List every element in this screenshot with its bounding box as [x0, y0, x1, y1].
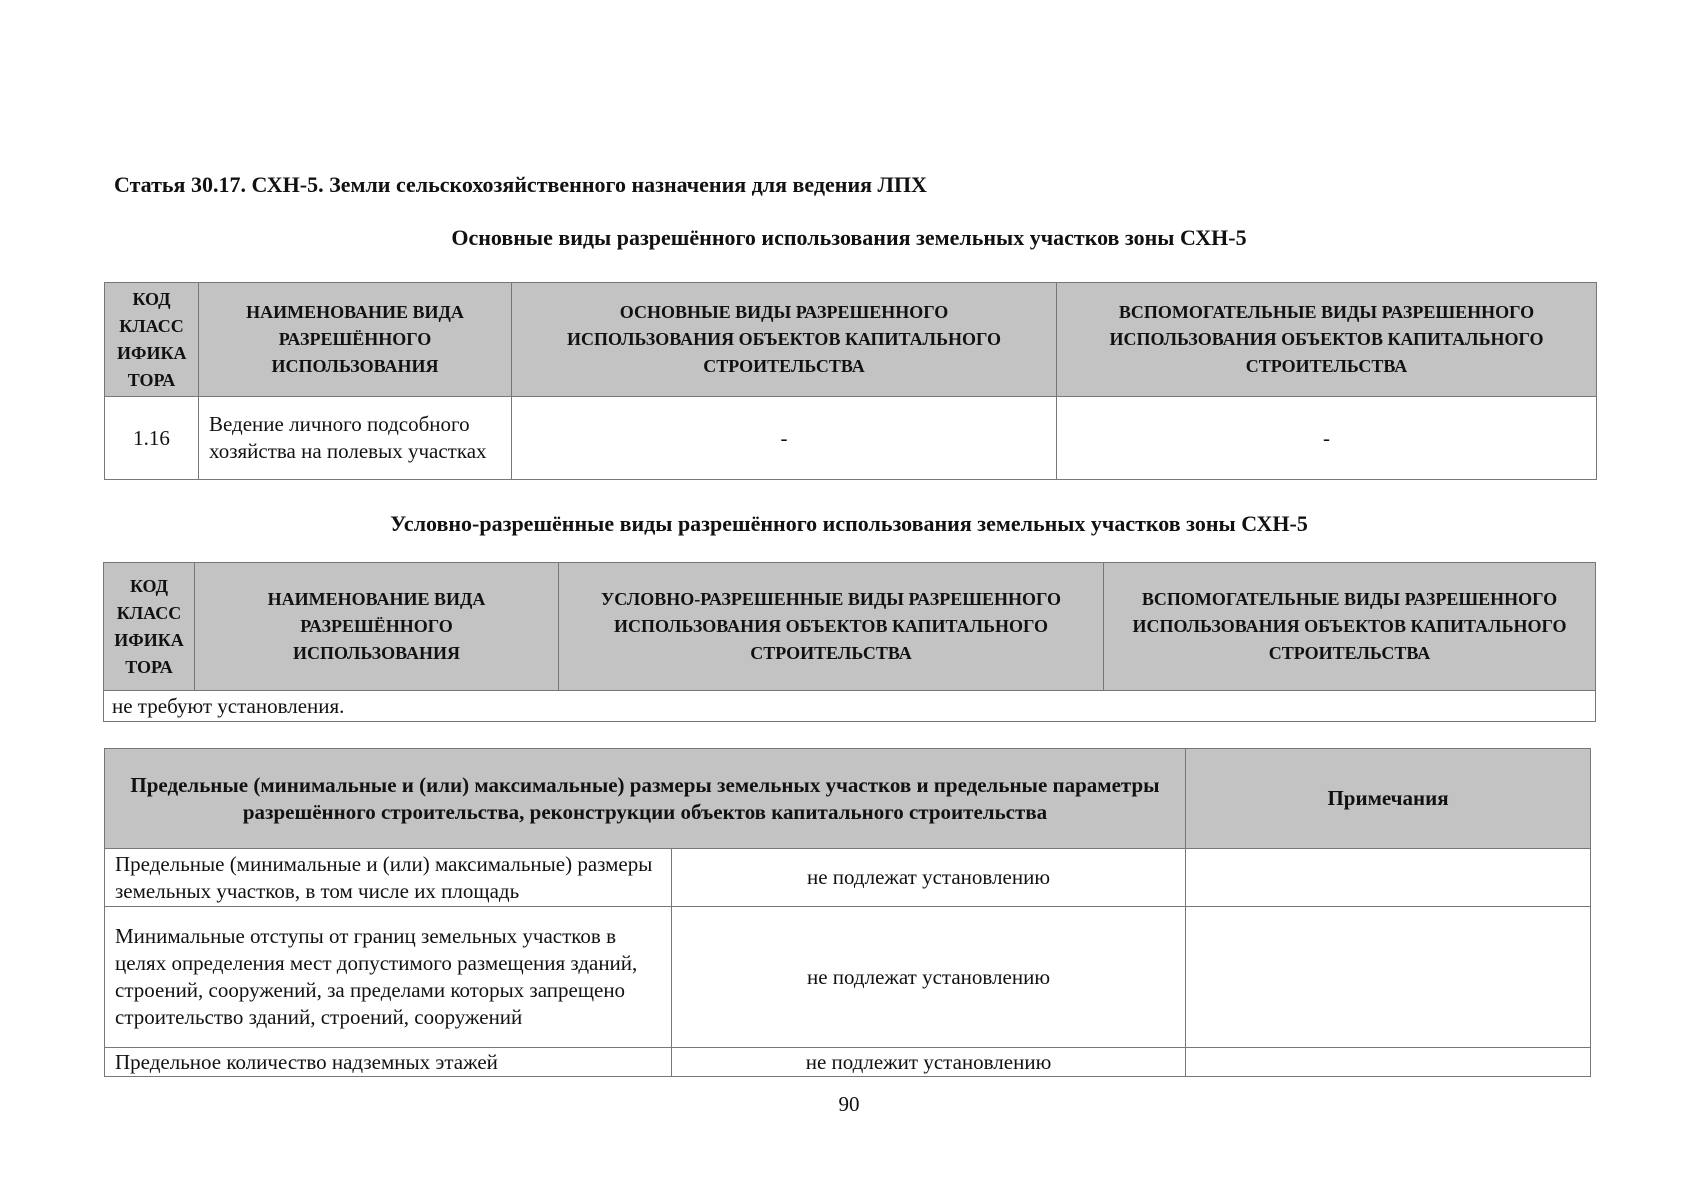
header-aux-capital-uses: ВСПОМОГАТЕЛЬНЫЕ ВИДЫ РАЗРЕШЕННОГО ИСПОЛЬЗОВАНИЯ ОБЪЕКТОВ КАПИТАЛЬНОГО СТРОИТЕЛЬСТВА [1104, 563, 1596, 691]
table-header-row [105, 283, 1597, 397]
table-row [105, 397, 1597, 480]
header-conditional-capital-uses: УСЛОВНО-РАЗРЕШЕННЫЕ ВИДЫ РАЗРЕШЕННОГО ИСПОЛЬЗОВАНИЯ ОБЪЕКТОВ КАПИТАЛЬНОГО СТРОИТЕЛЬСТВА [559, 563, 1104, 691]
row-aux-capital-uses: - [1057, 397, 1597, 480]
row-main-capital-uses: - [512, 397, 1057, 480]
header-code: КОД КЛАСС ИФИКА ТОРА [105, 283, 199, 397]
main-uses-table [104, 282, 1597, 480]
param-name: Предельное количество надземных этажей [105, 1048, 672, 1077]
row-use-name: Ведение личного подсобного хозяйства на полевых участках [199, 397, 512, 480]
param-value: не подлежат установлению [672, 849, 1186, 907]
header-main-capital-uses: ОСНОВНЫЕ ВИДЫ РАЗРЕШЕННОГО ИСПОЛЬЗОВАНИЯ ОБЪЕКТОВ КАПИТАЛЬНОГО СТРОИТЕЛЬСТВА [512, 283, 1057, 397]
header-use-name: НАИМЕНОВАНИЕ ВИДА РАЗРЕШЁННОГО ИСПОЛЬЗОВАНИЯ [195, 563, 559, 691]
header-aux-capital-uses: ВСПОМОГАТЕЛЬНЫЕ ВИДЫ РАЗРЕШЕННОГО ИСПОЛЬЗОВАНИЯ ОБЪЕКТОВ КАПИТАЛЬНОГО СТРОИТЕЛЬСТВА [1057, 283, 1597, 397]
param-value: не подлежит установлению [672, 1048, 1186, 1077]
header-limit-parameters: Предельные (минимальные и (или) максимальные) размеры земельных участков и предельные параметры разрешённого строительства, реконструкции объектов капитального строительства [105, 749, 1186, 849]
table-row [104, 691, 1596, 722]
main-uses-title: Основные виды разрешённого использования земельных участков зоны СХН-5 [451, 225, 1247, 250]
header-use-name: НАИМЕНОВАНИЕ ВИДА РАЗРЕШЁННОГО ИСПОЛЬЗОВАНИЯ [199, 283, 512, 397]
table-header-row [105, 749, 1591, 849]
page-number: 90 [838, 1092, 860, 1116]
param-value: не подлежат установлению [672, 907, 1186, 1048]
table-row [105, 849, 1591, 907]
conditional-uses-title: Условно-разрешённые виды разрешённого использования земельных участков зоны СХН-5 [390, 511, 1308, 536]
param-name: Предельные (минимальные и (или) максимальные) размеры земельных участков, в том числе их площадь [105, 849, 672, 907]
param-note [1186, 907, 1591, 1048]
param-name: Минимальные отступы от границ земельных участков в целях определения мест допустимого размещения зданий, строений, сооружений, за пределами которых запрещено строительство зданий, строений, сооружений [105, 907, 672, 1048]
article-title: Статья 30.17. СХН-5. Земли сельскохозяйственного назначения для ведения ЛПХ [114, 172, 927, 197]
parameters-table [104, 748, 1591, 1077]
param-note [1186, 849, 1591, 907]
header-notes: Примечания [1186, 749, 1591, 849]
table-row [105, 907, 1591, 1048]
table-row [105, 1048, 1591, 1077]
header-code: КОД КЛАСС ИФИКА ТОРА [104, 563, 195, 691]
not-required-note: не требуют установления. [104, 691, 1596, 722]
param-note [1186, 1048, 1591, 1077]
conditional-uses-table [103, 562, 1596, 722]
table-header-row [104, 563, 1596, 691]
row-code: 1.16 [105, 397, 199, 480]
